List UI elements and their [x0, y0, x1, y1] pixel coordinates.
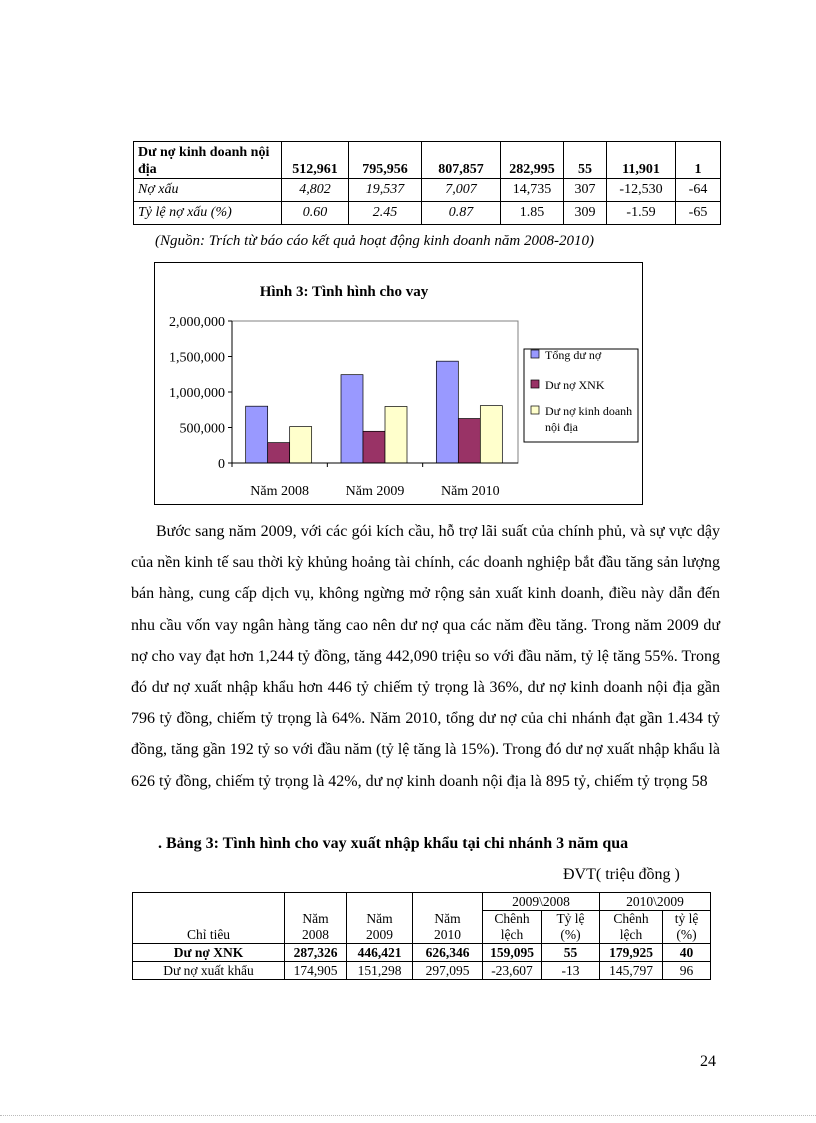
row-label: Tỷ lệ nợ xấu (%) — [134, 202, 282, 225]
table-row — [134, 202, 721, 225]
page-bottom-border — [0, 1115, 816, 1116]
header-diff1 — [483, 911, 542, 944]
table-cell: 807,857 — [422, 142, 501, 179]
row-label: Dư nợ XNK — [133, 944, 285, 962]
table-cell: 446,421 — [347, 944, 413, 962]
header-2009 — [347, 893, 413, 944]
header-pct2 — [663, 911, 711, 944]
table-cell: 2.45 — [349, 202, 422, 225]
table-cell: 55 — [564, 142, 607, 179]
table-cell: 174,905 — [285, 962, 347, 980]
header-text: tỷ lệ — [674, 911, 699, 926]
table-cell: 55 — [542, 944, 600, 962]
header-diff2 — [600, 911, 663, 944]
table2-unit: ĐVT( triệu đồng ) — [563, 866, 680, 883]
table-row — [133, 962, 711, 980]
table-cell: 96 — [663, 962, 711, 980]
row-label: Dư nợ xuất khẩu — [133, 962, 285, 980]
legend-swatch — [531, 350, 539, 358]
table-cell: 19,537 — [349, 179, 422, 202]
table-cell: 159,095 — [483, 944, 542, 962]
table-header-row — [133, 893, 711, 911]
legend-label: Tổng dư nợ — [545, 348, 602, 362]
table-cell: 7,007 — [422, 179, 501, 202]
table-cell: -1.59 — [607, 202, 676, 225]
y-tick-label: 1,000,000 — [169, 386, 225, 401]
bar — [246, 406, 268, 463]
header-text: 2009 — [366, 927, 393, 942]
y-tick-label: 1,500,000 — [169, 350, 225, 366]
table-cell: 282,995 — [501, 142, 564, 179]
table-cell: 14,735 — [501, 179, 564, 202]
bar — [385, 406, 407, 463]
table-cell: 145,797 — [600, 962, 663, 980]
legend-label: Dư nợ XNK — [545, 378, 605, 392]
table-cell: 151,298 — [347, 962, 413, 980]
header-text: Năm — [302, 911, 329, 926]
table-cell: 309 — [564, 202, 607, 225]
header-chitieu: Chỉ tiêu — [133, 893, 285, 944]
bar — [341, 375, 363, 463]
table-cell: 179,925 — [600, 944, 663, 962]
page-number: 24 — [700, 1053, 716, 1070]
header-text: lệch — [619, 927, 643, 942]
y-tick-label: 0 — [218, 457, 225, 472]
header-text: Năm — [366, 911, 393, 926]
header-group-2010-2009: 2010\2009 — [600, 893, 711, 911]
table-cell: 11,901 — [607, 142, 676, 179]
legend-swatch — [531, 380, 539, 388]
header-2010 — [413, 893, 483, 944]
table-cell: 626,346 — [413, 944, 483, 962]
header-text: Chênh — [494, 911, 530, 926]
x-tick-label: Năm 2009 — [345, 484, 405, 499]
table-cell: -64 — [676, 179, 721, 202]
row-label: Dư nợ kinh doanh nội địa — [134, 142, 282, 179]
table-cell: 1.85 — [501, 202, 564, 225]
legend-label-line: Dư nợ kinh doanh — [545, 404, 633, 418]
table-cell: 287,326 — [285, 944, 347, 962]
table-row — [133, 944, 711, 962]
table-cell: -65 — [676, 202, 721, 225]
header-pct1 — [542, 911, 600, 944]
table-row — [134, 142, 721, 179]
header-text: Năm — [434, 911, 461, 926]
header-2008 — [285, 893, 347, 944]
y-tick-label: 500,000 — [179, 421, 225, 437]
chart-title: Hình 3: Tình hình cho vay — [259, 284, 429, 300]
table-row — [134, 179, 721, 202]
table-cell: 512,961 — [282, 142, 349, 179]
paragraph-text: Bước sang năm 2009, với các gói kích cầu, hỗ trợ lãi suất của chính phủ, và sự vực dậy của nền kinh tế sau thời kỳ khủng hoảng tài chính, các doanh nghiệp bắt đầu tăng sản lượng bán hàng, cung cấp dịch vụ, không ngừng mở rộng sản xuất kinh doanh, điều này dẫn đến nhu cầu vốn vay ngân hàng tăng cao nên dư nợ qua các năm đều tăng. Trong năm 2009 dư nợ cho vay đạt hơn 1,244 tỷ đồng, tăng 442,090 triệu so với đầu năm, tỷ lệ tăng 55%. Trong đó dư nợ xuất nhập khẩu hơn 446 tỷ chiếm tỷ trọng là 36%, dư nợ kinh doanh nội địa gần 796 tỷ đồng, chiếm tỷ trọng là 64%. Năm 2010, tổng dư nợ của chi nhánh đạt gần 1.434 tỷ đồng, tăng gần 192 tỷ so với đầu năm (tỷ lệ tăng là 15%). Trong đó dư nợ xuất nhập khẩu là 626 tỷ đồng, chiếm tỷ trọng là 42%, dư nợ kinh doanh nội địa là 895 tỷ, chiếm tỷ trọng 58 — [131, 523, 720, 790]
bar — [363, 431, 385, 463]
table-cell: 297,095 — [413, 962, 483, 980]
table-cell: 795,956 — [349, 142, 422, 179]
header-text: Tỷ lệ — [556, 911, 585, 926]
header-text: (%) — [560, 927, 581, 942]
header-text: 2008 — [302, 927, 329, 942]
source-note: (Nguồn: Trích từ báo cáo kết quả hoạt động kinh doanh năm 2008-2010) — [155, 233, 594, 249]
chart-legend — [524, 349, 638, 442]
header-text: (%) — [676, 927, 697, 942]
table-cell: 0.60 — [282, 202, 349, 225]
xnk-loan-table — [132, 892, 711, 980]
bar — [458, 419, 480, 463]
table-cell: 4,802 — [282, 179, 349, 202]
header-text: lệch — [500, 927, 524, 942]
x-tick-label: Năm 2008 — [250, 484, 310, 499]
bar — [480, 406, 502, 463]
legend-swatch — [531, 406, 539, 414]
table-cell: -12,530 — [607, 179, 676, 202]
body-paragraph — [131, 516, 720, 797]
header-text: Chênh — [613, 911, 649, 926]
table-cell: -23,607 — [483, 962, 542, 980]
chart-svg — [155, 263, 642, 504]
bar — [436, 361, 458, 463]
table-cell: 40 — [663, 944, 711, 962]
y-tick-label: 2,000,000 — [169, 315, 225, 330]
row-label: Nợ xấu — [134, 179, 282, 202]
header-group-2009-2008: 2009\2008 — [483, 893, 600, 911]
loan-chart — [154, 262, 643, 505]
table-cell: 0.87 — [422, 202, 501, 225]
x-tick-label: Năm 2010 — [440, 484, 500, 499]
table-cell: 307 — [564, 179, 607, 202]
bar — [290, 427, 312, 463]
legend-label-line: nội địa — [545, 420, 578, 434]
table-cell: -13 — [542, 962, 600, 980]
bar — [268, 443, 290, 463]
loan-summary-table — [133, 141, 721, 225]
table2-title: . Bảng 3: Tình hình cho vay xuất nhập khẩu tại chi nhánh 3 năm qua — [158, 835, 629, 852]
table-cell: 1 — [676, 142, 721, 179]
header-text: 2010 — [434, 927, 461, 942]
